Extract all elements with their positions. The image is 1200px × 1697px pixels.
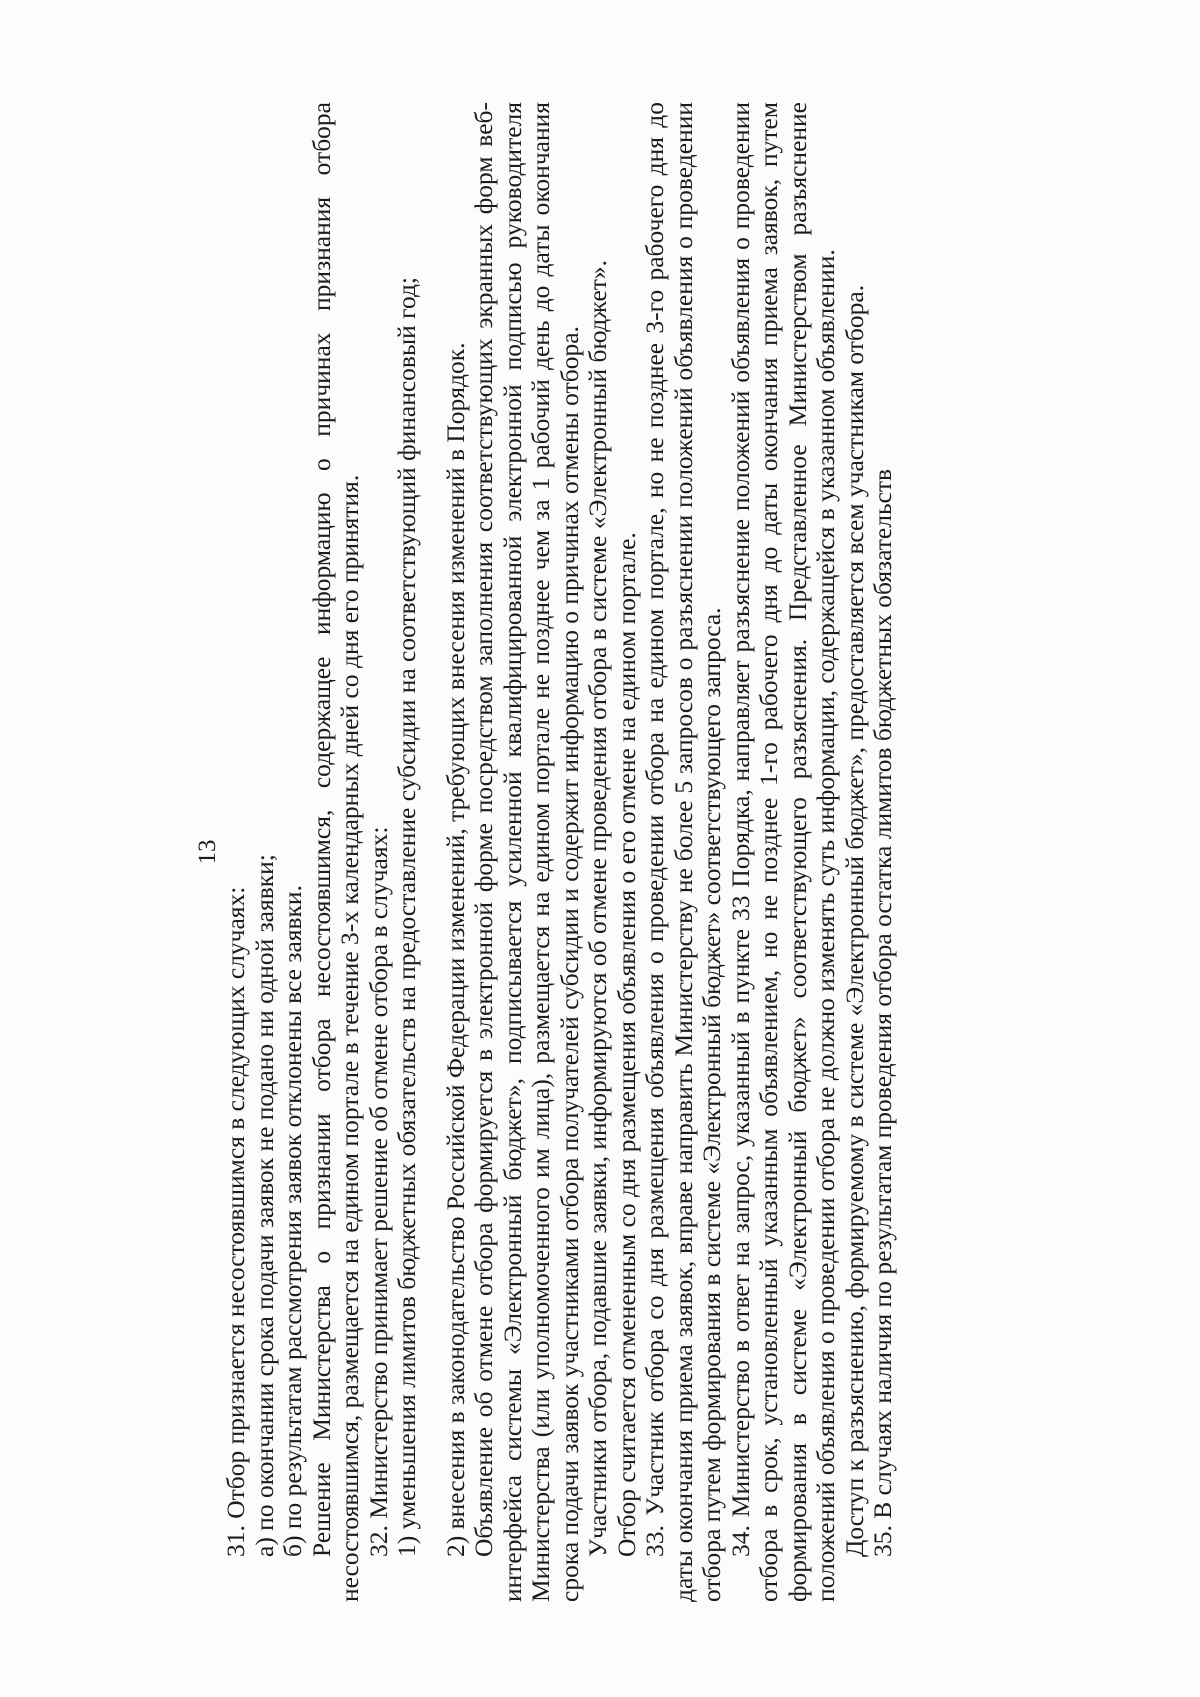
paragraph-cancel-notice: Объявление об отмене отбора формируется в электронной форме посредством заполнения соответствующих экранных форм веб-интерфейса системы «Электронный бюджет», подписывается усиленной квалифицированной электронной подписью руководителя Министерства (или уполномоченного им лица), размещается на едином портале не позднее чем за 1 рабочий день до даты окончания срока подачи заявок участниками отбора получателей субсидии и содержит информацию о причинах отмены отбора. <box>469 102 584 1602</box>
paragraph-cancelled: Отбор считается отмененным со дня размещения объявления о его отмене на едином портале. <box>611 532 641 1557</box>
paragraph-33: 33. Участник отбора со дня размещения объявления о проведении отбора на едином портале, но не позднее 3-го рабочего дня до даты окончания приема заявок, вправе направить Министерству не более 5 запросов о разъяснении положений объявления о проведении отбора путем формирования в системе «Электронный бюджет» соответствующего запроса. <box>640 102 726 1602</box>
paragraph-32-1: 1) уменьшения лимитов бюджетных обязательств на предоставление субсидии на соответствующий финансовый год; <box>392 276 421 1557</box>
document-body <box>222 102 898 1602</box>
paragraph-31: 31. Отбор признается несостоявшимся в следующих случаях: <box>221 886 250 1557</box>
paragraph-32: 32. Министерство принимает решение об отмене отбора в случаях: <box>363 826 393 1557</box>
paragraph-31b: б) по результатам рассмотрения заявок отклонены все заявки. <box>278 885 307 1557</box>
paragraph-participants-informed: Участники отбора, подавшие заявки, информируются об отмене проведения отбора в системе «Электронный бюджет». <box>583 259 612 1557</box>
paragraph-decision: Решение Министерства о признании отбора несостоявшимся, содержащее информацию о причинах признания отбора несостоявшимся, размещается на едином портале в течение 3-х календарных дней со дня его принятия. <box>306 102 364 1602</box>
paragraph-31a: а) по окончании срока подачи заявок не подано ни одной заявки; <box>249 854 279 1557</box>
paragraph-35: 35. В случаях наличия по результатам проведения отбора остатка лимитов бюджетных обязательств <box>868 468 897 1557</box>
rotated-text-block <box>194 102 1002 1602</box>
paragraph-access: Доступ к разъяснению, формируемому в системе «Электронный бюджет», предоставляется всем участникам отбора. <box>839 284 869 1557</box>
page-number: 13 <box>194 839 221 865</box>
paragraph-32-2: 2) внесения в законодательство Российской Федерации изменений, требующих внесения изменений в Порядок. <box>440 342 470 1557</box>
paragraph-34: 34. Министерство в ответ на запрос, указанный в пункте 33 Порядка, направляет разъяснение положений объявления о проведении отбора в срок, установленный указанным объявлением, но не позднее 1-го рабочего дня до даты окончания приема заявок, путем формирования в системе «Электронный бюджет» соответствующего разъяснения. Представленное Министерством разъяснение положений объявления о проведении отбора не должно изменять суть информации, содержащейся в указанном объявлении. <box>725 102 840 1602</box>
